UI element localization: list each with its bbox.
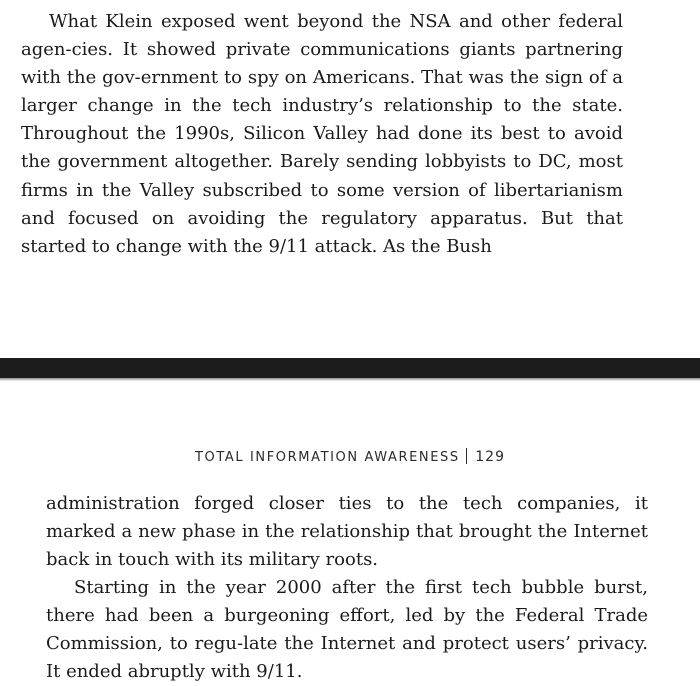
running-head-separator xyxy=(466,448,468,464)
clipped-line-text xyxy=(22,0,622,2)
page-number: 129 xyxy=(475,449,505,465)
body-paragraph-continued: administration forged closer ties to the tech companies, it marked a new phase in the relationship that brought the Internet back in touch with its military roots. xyxy=(46,493,648,571)
clipped-previous-line xyxy=(22,0,622,4)
page-divider-bar xyxy=(0,358,700,378)
running-head-title: TOTAL INFORMATION AWARENESS xyxy=(195,450,460,465)
body-paragraph-second: Starting in the year 2000 after the first tech bubble burst, there had been a burgeoning effort, led by the Federal Trade Commission, to regu-late the Internet and protect users’ privacy. It ended abruptly with 9/11. xyxy=(46,577,648,683)
running-head xyxy=(0,447,700,468)
body-paragraph-top: What Klein exposed went beyond the NSA and other federal agen-cies. It showed private communications giants partnering with the gov-ernment to spy on Americans. That was the sign of a larger change in the tech industry’s relationship to the state. Throughout the 1990s, Silicon Valley had done its best to avoid the government altogether. Barely sending lobbyists to DC, most firms in the Valley subscribed to some version of libertarianism and focused on avoiding the regulatory apparatus. But that started to change with the 9/11 attack. As the Bush xyxy=(21,11,623,257)
